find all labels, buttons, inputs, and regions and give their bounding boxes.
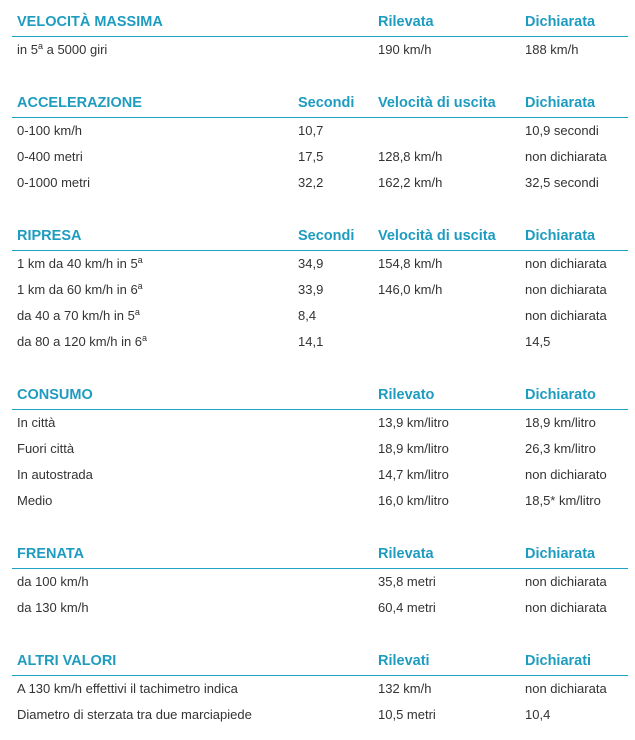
table-row	[12, 37, 628, 63]
dichiarati-value: 10,4	[525, 707, 551, 722]
secondi-value: 33,9	[298, 282, 324, 297]
dichiarata-value: 10,9 secondi	[525, 123, 599, 138]
rilevato-value: 16,0 km/litro	[378, 493, 449, 508]
ripresa-header	[12, 224, 628, 251]
column-header: Rilevato	[378, 387, 435, 403]
row-label: In autostrada	[17, 467, 93, 482]
velocita-value: 154,8 km/h	[378, 256, 443, 271]
dichiarata-value: non dichiarata	[525, 282, 607, 297]
section-accelerazione	[12, 91, 628, 196]
section-altri-valori	[12, 649, 628, 728]
column-header: Dichiarata	[525, 546, 596, 562]
table-row	[12, 118, 628, 144]
row-label: da 130 km/h	[17, 600, 89, 615]
column-header: Velocità di uscita	[378, 228, 496, 244]
table-row	[12, 251, 628, 277]
section-title: RIPRESA	[17, 228, 82, 244]
row-label: 0-400 metri	[17, 149, 83, 164]
row-label: 0-1000 metri	[17, 175, 90, 190]
section-title: ALTRI VALORI	[17, 653, 117, 669]
table-row	[12, 595, 628, 621]
secondi-value: 10,7	[298, 123, 324, 138]
column-header: Rilevata	[378, 546, 434, 562]
section-frenata	[12, 542, 628, 621]
row-label: 0-100 km/h	[17, 123, 83, 138]
table-row	[12, 329, 628, 355]
section-velocita-massima	[12, 10, 628, 63]
rilevata-value: 190 km/h	[378, 42, 432, 57]
row-label: A 130 km/h effettivi il tachimetro indica	[17, 681, 238, 696]
row-label: 1 km da 60 km/h in 6$^a$	[17, 281, 143, 297]
secondi-value: 17,5	[298, 149, 324, 164]
rilevato-value: 14,7 km/litro	[378, 467, 449, 482]
dichiarata-value: 14,5	[525, 334, 551, 349]
column-header: Secondi	[298, 228, 355, 244]
section-ripresa	[12, 224, 628, 355]
column-header: Dichiarato	[525, 387, 596, 403]
dichiarati-value: non dichiarata	[525, 681, 607, 696]
column-header: Dichiarati	[525, 653, 592, 669]
row-label: in 5$^a$ a 5000 giri	[17, 41, 108, 57]
secondi-value: 34,9	[298, 256, 324, 271]
dichiarato-value: non dichiarato	[525, 467, 607, 482]
column-header: Rilevata	[378, 14, 434, 30]
table-row	[12, 702, 628, 728]
consumo-header	[12, 383, 628, 410]
column-header: Velocità di uscita	[378, 95, 496, 111]
table-row	[12, 303, 628, 329]
altri-header	[12, 649, 628, 676]
dichiarata-value: non dichiarata	[525, 256, 607, 271]
dichiarata-value: non dichiarata	[525, 574, 607, 589]
table-row	[12, 170, 628, 196]
table-row	[12, 462, 628, 488]
velocita-header	[12, 10, 628, 37]
row-label: Medio	[17, 493, 53, 508]
table-row	[12, 436, 628, 462]
column-header: Rilevati	[378, 653, 430, 669]
velocita-value: 146,0 km/h	[378, 282, 443, 297]
row-label: Fuori città	[17, 441, 75, 456]
velocita-value: 162,2 km/h	[378, 175, 443, 190]
column-header: Secondi	[298, 95, 355, 111]
row-label: 1 km da 40 km/h in 5$^a$	[17, 255, 143, 271]
rilevati-value: 10,5 metri	[378, 707, 436, 722]
secondi-value: 8,4	[298, 308, 317, 323]
dichiarata-value: non dichiarata	[525, 149, 607, 164]
row-label: da 100 km/h	[17, 574, 89, 589]
table-row	[12, 410, 628, 436]
rilevata-value: 60,4 metri	[378, 600, 436, 615]
row-label: da 80 a 120 km/h in 6$^a$	[17, 333, 148, 349]
column-header: Dichiarata	[525, 228, 596, 244]
section-consumo	[12, 383, 628, 514]
row-label: da 40 a 70 km/h in 5$^a$	[17, 307, 140, 323]
accelerazione-header	[12, 91, 628, 118]
section-title: CONSUMO	[17, 387, 93, 403]
row-label: Diametro di sterzata tra due marciapiede	[17, 707, 252, 722]
dichiarata-value: 32,5 secondi	[525, 175, 599, 190]
section-title: VELOCITÀ MASSIMA	[17, 14, 163, 30]
rilevata-value: 35,8 metri	[378, 574, 436, 589]
table-row	[12, 277, 628, 303]
dichiarata-value: 188 km/h	[525, 42, 579, 57]
row-label: In città	[17, 415, 56, 430]
frenata-header	[12, 542, 628, 569]
velocita-value: 128,8 km/h	[378, 149, 443, 164]
table-row	[12, 676, 628, 702]
rilevato-value: 13,9 km/litro	[378, 415, 449, 430]
table-row	[12, 144, 628, 170]
rilevati-value: 132 km/h	[378, 681, 432, 696]
secondi-value: 14,1	[298, 334, 324, 349]
dichiarato-value: 26,3 km/litro	[525, 441, 596, 456]
table-row	[12, 488, 628, 514]
secondi-value: 32,2	[298, 175, 324, 190]
column-header: Dichiarata	[525, 14, 596, 30]
dichiarato-value: 18,5* km/litro	[525, 493, 601, 508]
dichiarata-value: non dichiarata	[525, 308, 607, 323]
dichiarato-value: 18,9 km/litro	[525, 415, 596, 430]
rilevato-value: 18,9 km/litro	[378, 441, 449, 456]
column-header: Dichiarata	[525, 95, 596, 111]
table-row	[12, 569, 628, 595]
dichiarata-value: non dichiarata	[525, 600, 607, 615]
section-title: ACCELERAZIONE	[17, 95, 142, 111]
section-title: FRENATA	[17, 546, 85, 562]
